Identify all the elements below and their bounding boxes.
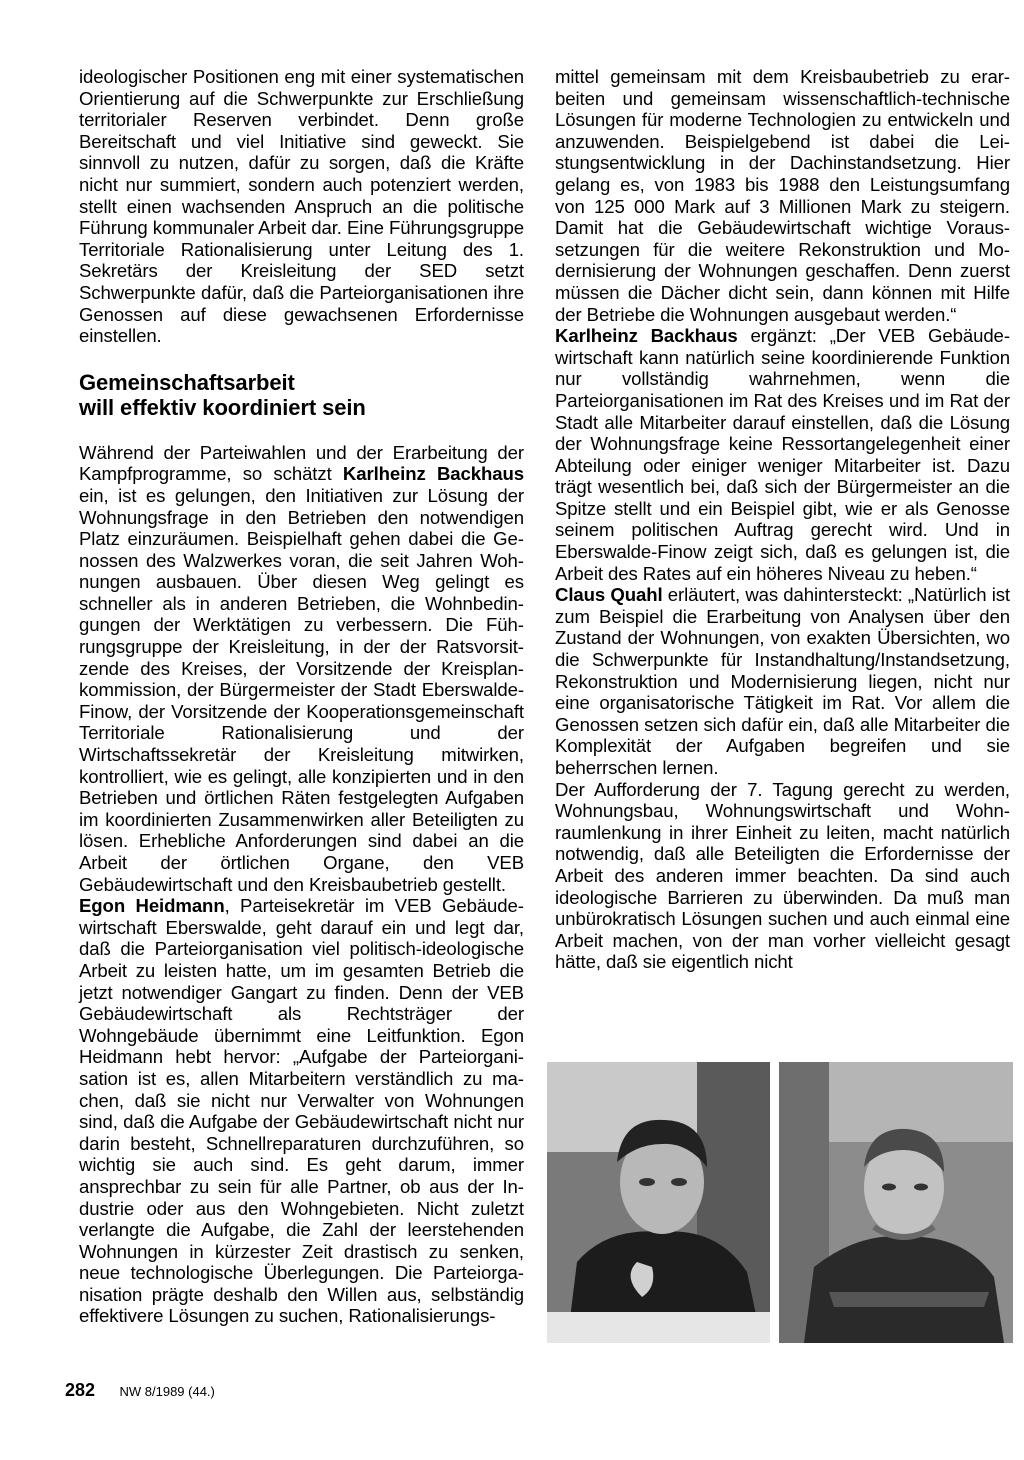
right-column <box>555 66 1010 973</box>
portrait-photo <box>779 1062 1013 1343</box>
section-heading-line: will effektiv koordiniert sein <box>79 394 366 420</box>
issue-reference: NW 8/1989 (44.) <box>119 1384 215 1399</box>
photo-strip <box>547 1062 1013 1343</box>
speaker-name: Karlheinz Backhaus <box>555 325 738 347</box>
portrait-photo <box>547 1062 770 1343</box>
page-number: 282 <box>65 1380 96 1400</box>
speaker-name: Karlheinz Backhaus <box>342 463 525 485</box>
article-paragraph <box>79 895 524 1327</box>
paragraph-text: ergänzt: „Der VEB Gebäudewirtschaft kann natürlich seine koordinierende Funktion nur vollständig wahrnehmen, wenn die Parteiorganisationen im Rat des Kreises und im Rat der Stadt alle Mitarbeiter darauf einstellen, daß die Lösung der Wohnungsfrage keine Ressortangelegenheit einer Abteilung oder einiger weniger Mitarbeiter ist. Dazu trägt wesentlich bei, daß sich der Bürgermeister an die Spitze stellt und ein Beispiel gibt, wie er als Genosse seinem politischen Auftrag gerecht wird. Und in Eberswalde-Finow zeigt sich, daß es gelungen ist, die Arbeit des Rates auf ein höheres Niveau zu heben.“ <box>555 325 1011 584</box>
paragraph-text: , Parteisekretär im VEB Gebäudewirtschaft Eberswalde, geht darauf ein und legt dar, daß die Parteiorganisation viel politisch-ideologische Arbeit zu leisten hatte, um im gesamten Betrieb die jetzt notwendiger Gangart zu finden. Denn der VEB Gebäudewirtschaft als Rechtsträger der Wohngebäude übernimmt eine Leitfunktion. Egon Heidmann hebt hervor: „Aufgabe der Parteiorganisation ist es, allen Mitarbeitern verständlich zu machen, daß sie nicht nur Verwalter von Wohnungen sind, daß die Aufgabe der Gebäudewirtschaft nicht nur darin besteht, Schnellreparaturen durchzuführen, so wichtig sie auch sind. Es geht darum, immer ansprechbar zu sein für alle Partner, ob aus der Industrie oder aus den Wohngebieten. Nicht zuletzt verlangte die Aufgabe, die Zahl der leerstehenden Wohnungen in kürzester Zeit drastisch zu senken, neue technologische Überlegungen. Die Parteiorganisation prägte deshalb den Willen aus, selbständig effektivere Lösungen zu suchen, Rationalisierungs- <box>79 895 524 1327</box>
paragraph-text: Während der Parteiwahlen und der Erarbeitung der Kampfprogramme, so schätzt <box>79 441 524 485</box>
section-heading <box>79 370 524 420</box>
article-paragraph: ideologischer Positionen eng mit einer systematischen Orientierung auf die Schwerpunkte zur Erschließung territorialer Reserven verbindet. Denn große Bereitschaft und viel Initiative sind geweckt. Sie sinnvoll zu nutzen, dafür zu sorgen, daß die Kräfte nicht nur summiert, sondern auch potenziert werden, stellt einen wachsenden Anspruch an die politische Führung kommunaler Arbeit dar. Eine Führungsgruppe Territoriale Rationalisierung unter Leitung des 1. Sekretärs der Kreisleitung der SED setzt Schwerpunkte dafür, daß die Parteiorganisationen ihre Genossen auf diese gewachsenen Erfordernisse einstellen. <box>79 66 524 347</box>
article-paragraph <box>555 325 1010 584</box>
left-column <box>79 66 524 1327</box>
article-paragraph <box>555 584 1010 778</box>
article-paragraph: mittel gemeinsam mit dem Kreisbaubetrieb zu erarbeiten und gemeinsam wissenschaftlich-technische Lösungen für moderne Technologien zu entwickeln und anzuwenden. Beispielgebend ist dabei die Leistungsentwicklung in der Dachinstandsetzung. Hier gelang es, von 1983 bis 1988 den Leistungsumfang von 125 000 Mark auf 3 Millionen Mark zu steigern. Damit hat die Gebäudewirtschaft wichtige Voraussetzungen für die weitere Rekonstruktion und Modernisierung der Wohnungen geschaffen. Denn zuerst müssen die Dächer dicht sein, dann können mit Hilfe der Betriebe die Wohnungen ausgebaut werden.“ <box>555 66 1010 325</box>
speaker-name: Claus Quahl <box>555 584 663 606</box>
paragraph-text: erläutert, was dahintersteckt: „Natürlich ist zum Beispiel die Erarbeitung von Analysen über den Zustand der Wohnungen, von exakten Übersichten, wo die Schwerpunkte für Instandhaltung/Instandsetzung, Rekonstruktion und Modernisierung liegen, nicht nur eine organisatorische Tätigkeit im Rat. Vor allem die Genossen setzen sich dafür ein, daß alle Mitarbeiter die Komplexität der Aufgaben begreifen und sie beherrschen lernen. <box>555 584 1010 778</box>
article-paragraph: Der Aufforderung der 7. Tagung gerecht zu werden, Wohnungsbau, Wohnungswirtschaft und Wohnraumlenkung in ihrer Einheit zu leiten, macht natürlich notwendig, daß alle Beteiligten die Erfordernisse der Arbeit des anderen immer beachten. Da sind auch ideologische Barrieren zu überwinden. Da muß man unbürokratisch Lösungen suchen und auch einmal eine Arbeit machen, von der man vorher vielleicht gesagt hätte, daß sie eigentlich nicht <box>555 778 1010 973</box>
section-heading-line: Gemeinschaftsarbeit <box>79 369 295 395</box>
page-footer <box>65 1380 215 1401</box>
speaker-name: Egon Heidmann <box>79 895 225 917</box>
paragraph-text: ein, ist es gelungen, den Initiativen zur Lösung der Wohnungsfrage in den Betrieben den notwendigen Platz einzuräumen. Beispielhaft gehen dabei die Genossen des Walzwerkes voran, die seit Jahren Wohnungen ausbauen. Über diesen Weg gelingt es schneller als in anderen Betrieben, die Wohnbedingungen der Werktätigen zu verbessern. Die Führungsgruppe der Kreisleitung, in der der Ratsvorsitzende des Kreises, der Vorsitzende der Kreisplankommission, der Bürgermeister der Stadt Eberswalde-Finow, der Vorsitzende der Kooperationsgemeinschaft Territoriale Rationalisierung und der Wirtschaftssekretär der Kreisleitung mitwirken, kontrolliert, wie es gelingt, alle konzipierten und in den Betrieben und örtlichen Räten festgelegten Aufgaben im koordinierten Zusammenwirken aller Beteiligten zu lösen. Erhebliche Anforderungen sind dabei an die Arbeit der örtlichen Organe, den VEB Gebäudewirtschaft und den Kreisbaubetrieb gestellt. <box>79 484 524 895</box>
article-paragraph <box>79 442 524 895</box>
